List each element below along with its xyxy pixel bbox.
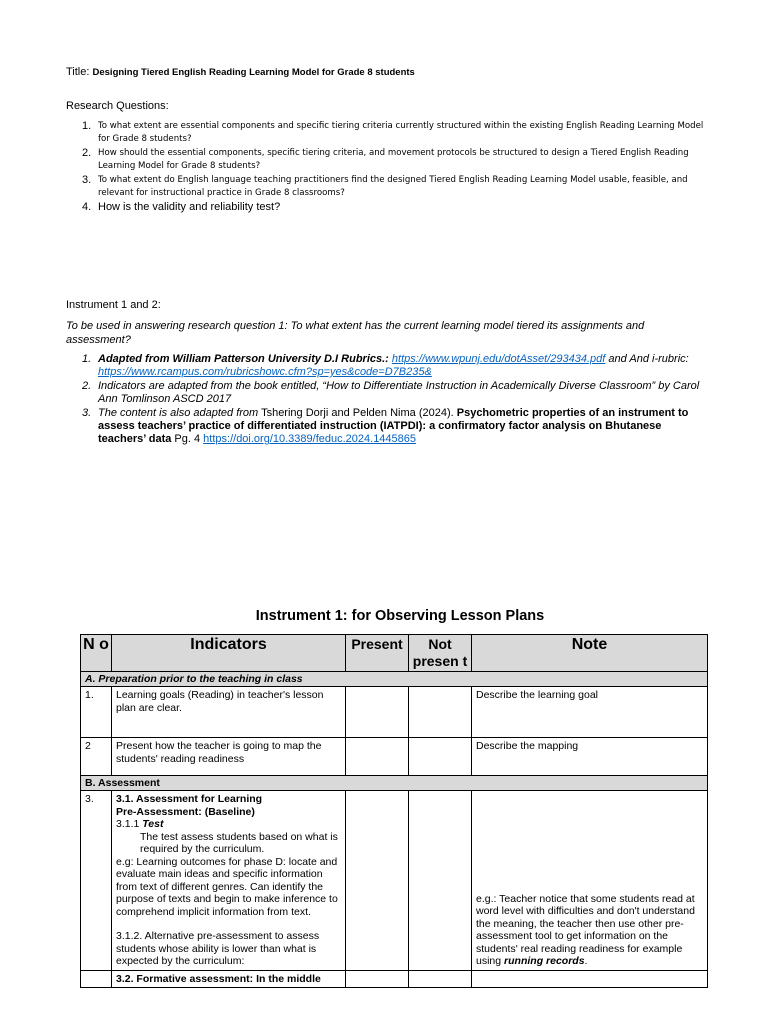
- list-item: 4. How is the validity and reliability test?: [82, 201, 281, 213]
- table-row: 3. 3.1. Assessment for Learning Pre-Assessment: (Baseline) 3.1.1 Test The test assess students based on what is required by the curriculum. e.g: Learning outcomes for phase D: locate and evaluate main ideas and specific information from text of different genres. Can identify the purpose of texts and begin to make inference to comprehend implicit information from text. 3.1.2. Alternative pre-assessment to assess students whose ability is lower than what is expected by the curriculum: e.g.: Teacher notice that some students read at word level with difficulties and don't understand the meaning, the teacher then use other pre-assessment tool to get information on the students' real reading readiness for example using running records.: [81, 791, 708, 971]
- present-cell[interactable]: [346, 970, 409, 988]
- not-present-cell[interactable]: [409, 791, 472, 971]
- list-item: 1. To what extent are essential components and specific tiering criteria currently structured within the existing English Reading Learning Model for Grade 8 students?: [82, 120, 704, 144]
- instrument-description: To be used in answering research question 1: To what extent has the current learning model tiered its assignments and assessment?: [66, 320, 645, 346]
- section-row: B. Assessment: [81, 776, 708, 791]
- note-cell[interactable]: e.g.: Teacher notice that some students read at word level with difficulties and don't understand the meaning, the teacher then use other pre-assessment tool to get information on the students' real reading readiness for example using running records.: [472, 791, 708, 971]
- present-cell[interactable]: [346, 687, 409, 738]
- table-row: 3.2. Formative assessment: In the middle: [81, 970, 708, 988]
- research-questions-heading: Research Questions:: [66, 100, 169, 112]
- not-present-cell[interactable]: [409, 738, 472, 776]
- present-cell[interactable]: [346, 791, 409, 971]
- document-title-text: Designing Tiered English Reading Learning Model for Grade 8 students: [92, 67, 415, 78]
- list-item: 2. Indicators are adapted from the book entitled, “How to Differentiate Instruction in Academically Diverse Classroom” by Carol Ann Tomlinson ASCD 2017: [82, 380, 700, 405]
- header-not-present: Not presen t: [409, 635, 472, 672]
- table-title: Instrument 1: for Observing Lesson Plans: [255, 608, 545, 624]
- list-item: 2. How should the essential components, specific tiering criteria, and movement protocols be structured to design a Tiered English Reading Learning Model for Grade 8 students?: [82, 147, 689, 171]
- document-title: Title: Designing Tiered English Reading Learning Model for Grade 8 students: [66, 66, 415, 78]
- list-item: 3. To what extent do English language teaching practitioners find the designed Tiered English Reading Learning Model usable, feasible, and relevant for instructional practice in Grade 8 classrooms?: [82, 174, 688, 198]
- header-no: N o: [81, 635, 112, 672]
- present-cell[interactable]: [346, 738, 409, 776]
- table-header-row: [81, 635, 708, 672]
- table-row: 1. Learning goals (Reading) in teacher's lesson plan are clear. Describe the learning goal: [81, 687, 708, 738]
- note-cell[interactable]: [472, 970, 708, 988]
- header-indicators: Indicators: [112, 635, 346, 672]
- wpunj-link[interactable]: https://www.wpunj.edu/dotAsset/293434.pdf: [391, 353, 606, 365]
- table-row: 2 Present how the teacher is going to map the students' reading readiness Describe the mapping: [81, 738, 708, 776]
- not-present-cell[interactable]: [409, 687, 472, 738]
- rcampus-link[interactable]: https://www.rcampus.com/rubricshowc.cfm?sp=yes&code=D7B235&: [98, 366, 432, 378]
- assessment-indicator-cell: 3.1. Assessment for Learning Pre-Assessment: (Baseline) 3.1.1 Test The test assess students based on what is required by the curriculum. e.g: Learning outcomes for phase D: locate and evaluate main ideas and specific information from text of different genres. Can identify the purpose of texts and begin to make inference to comprehend implicit information from text. 3.1.2. Alternative pre-assessment to assess students whose ability is lower than what is expected by the curriculum:: [112, 791, 346, 971]
- sources-list: [66, 353, 706, 447]
- doi-link[interactable]: https://doi.org/10.3389/feduc.2024.1445865: [203, 433, 417, 445]
- research-questions-list: [66, 120, 706, 215]
- section-row: A. Preparation prior to the teaching in class: [81, 672, 708, 687]
- observation-table: [80, 634, 708, 988]
- list-item: 1. Adapted from William Patterson University D.I Rubrics.: https://www.wpunj.edu/dotAsset/293434.pdf and And i-rubric: https://www.rcampus.com/rubricshowc.cfm?sp=yes&code=D7B235&: [82, 353, 689, 378]
- not-present-cell[interactable]: [409, 970, 472, 988]
- header-present: Present: [346, 635, 409, 672]
- list-item: 3. The content is also adapted from Tshering Dorji and Pelden Nima (2024). Psychometric properties of an instrument to assess teachers’ practice of differentiated instruction (IATPDI): a confirmatory factor analysis on Bhutanese teachers’ data Pg. 4 https://doi.org/10.3389/feduc.2024.1445865: [82, 407, 689, 445]
- instrument-heading: Instrument 1 and 2:: [66, 299, 161, 311]
- header-note: Note: [472, 635, 708, 672]
